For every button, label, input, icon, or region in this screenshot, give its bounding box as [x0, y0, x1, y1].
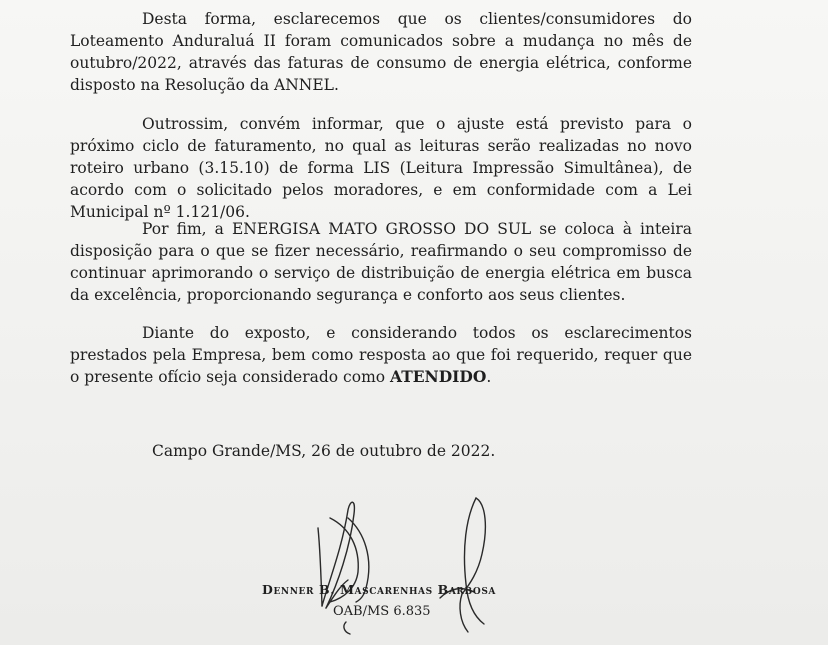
- signer-name: Denner B. Mascarenhas Barbosa: [262, 582, 497, 597]
- paragraph-customers-notified: Desta forma, esclarecemos que os clientes/consumidores do Loteamento Anduraluá II foram comunicados sobre a mudança no mês de outubro/2022, através das faturas de consumo de energia elétrica, conforme disposto na Resolução da ANNEL.: [70, 10, 692, 94]
- place-and-date: Campo Grande/MS, 26 de outubro de 2022.: [152, 442, 496, 460]
- attended-status: ATENDIDO: [390, 367, 487, 386]
- paragraph-conclusion: [70, 322, 692, 388]
- conclusion-text: Diante do exposto, e considerando todos os esclarecimentos prestados pela Empresa, bem como resposta ao que foi requerido, requer que o presente ofício seja considerado como: [70, 324, 692, 386]
- signer-registration: OAB/MS 6.835: [333, 604, 431, 619]
- paragraph-billing-adjustment: Outrossim, convém informar, que o ajuste está previsto para o próximo ciclo de faturamento, no qual as leituras serão realizadas no novo roteiro urbano (3.15.10) de forma LIS (Leitura Impressão Simultânea), de acordo com o solicitado pelos moradores, e em conformidade com a Lei Municipal nº 1.121/06.: [70, 115, 692, 221]
- conclusion-period: .: [486, 368, 492, 386]
- paragraph-energisa-disposition: Por fim, a ENERGISA MATO GROSSO DO SUL se coloca à inteira disposição para o que se fizer necessário, reafirmando o seu compromisso de continuar aprimorando o serviço de distribuição de energia elétrica em busca da excelência, proporcionando segurança e conforto aos seus clientes.: [70, 220, 692, 304]
